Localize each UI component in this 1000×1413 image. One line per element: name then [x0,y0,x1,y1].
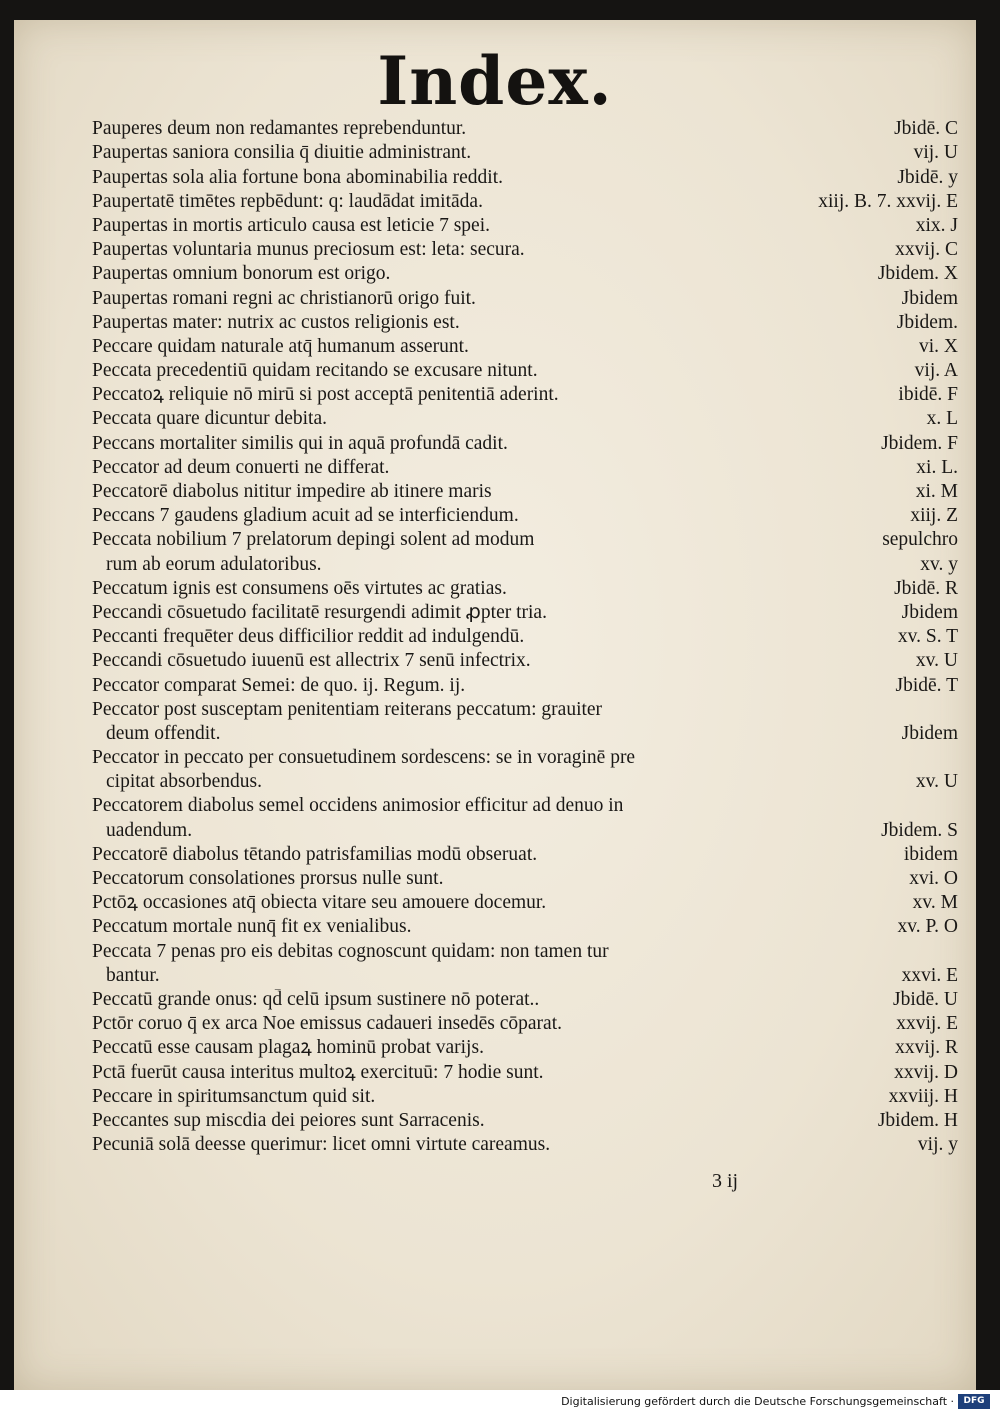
entry-reference: xxvi. E [901,964,958,986]
entry-reference: xxvij. D [894,1061,958,1083]
entry-reference: xvi. O [909,868,958,889]
entry-reference: xiij. B. 7. xxvij. E [818,190,958,212]
entry-text: Paupertas in mortis articulo causa est leticie 7 spei. [92,214,491,236]
entry-reference: xv. U [915,771,958,793]
entry-text: Peccatoꝝ reliquie nō mirū si post acceptā penitentiā aderint. [92,384,559,406]
entry-reference: Jbidem. [896,311,958,333]
entry-reference: xiij. Z [910,505,958,527]
entry-text: Peccans 7 gaudens gladium acuit ad se interficiendum. [92,505,519,527]
entry-reference: xv. S. T [897,626,958,648]
entry-text: Peccare in spiritumsanctum quid sit. [92,1085,376,1107]
entry-reference: Jbidem [901,722,958,744]
entry-text: Peccator ad deum conuerti ne differat. [92,456,390,478]
entry-reference: sepulchro [882,529,958,551]
entry-text: Peccata quare dicuntur debita. [92,408,327,430]
entry-text: rum ab eorum adulatoribus. [106,553,322,575]
entry-reference: ibidem [903,843,958,865]
index-entry [92,406,958,430]
signature-mark: 3 ij [712,1170,739,1192]
index-entry [92,987,958,1011]
index-entry [92,140,958,164]
entry-reference: xi. M [915,481,958,502]
entry-text: Peccatū esse causam plagaꝝ hominū probat varijs. [92,1037,484,1059]
entry-text: Peccantes sup miscdia dei peiores sunt Sarracenis. [92,1109,485,1131]
entry-text: Pctā fuerūt causa interitus multoꝝ exercituū: 7 hodie sunt. [92,1061,544,1083]
index-entry [92,648,958,672]
entry-text: Peccatū grande onus: qd̄ celū ipsum sustinere nō poterat.. [92,988,540,1010]
index-entry [92,1132,958,1156]
entry-reference: Jbidē. U [893,988,958,1010]
index-entry [92,527,958,551]
entry-text: Peccandi cōsuetudo iuuenū est allectrix 7 senū infectrix. [92,650,531,672]
index-entry [92,793,958,817]
index-entries [92,116,958,1156]
entry-reference: Jbidem [901,287,958,309]
entry-text: Peccator post susceptam penitentiam reiterans peccatum: grauiter [92,698,603,720]
index-entry [92,551,958,575]
index-entry [92,1084,958,1108]
index-entry [92,503,958,527]
entry-reference: Jbidē. T [895,674,958,696]
index-entry [92,938,958,962]
index-entry [92,769,958,793]
index-entry [92,213,958,237]
entry-reference: xxviij. H [888,1085,958,1107]
entry-reference: x. L [926,408,958,430]
funding-notice: Digitalisierung gefördert durch die Deutsche Forschungsgemeinschaft · [561,1395,954,1408]
entry-reference: Jbidem. F [881,432,958,454]
entry-reference: xi. L. [916,456,958,478]
index-entry [92,842,958,866]
entry-reference: xv. y [920,553,958,575]
entry-text: cipitat absorbendus. [106,771,262,793]
entry-reference: Jbidem. X [877,263,958,285]
entry-text: Peccata 7 penas pro eis debitas cognoscunt quidam: non tamen tur [92,940,609,962]
entry-reference: ibidē. F [898,384,958,406]
entry-reference: Jbidē. R [894,577,958,599]
index-entry [92,334,958,358]
entry-reference: vij. U [913,142,958,164]
index-entry [92,1011,958,1035]
index-entry [92,600,958,624]
index-entry [92,963,958,987]
index-entry [92,624,958,648]
entry-text: Peccatum ignis est consumens oēs virtutes ac gratias. [92,577,507,599]
entry-text: Peccator in peccato per consuetudinem sordescens: se in voraginē pre [92,747,636,769]
entry-reference: Jbidē. C [894,118,958,140]
entry-text: Peccata precedentiū quidam recitando se excusare nitunt. [92,360,538,382]
index-entry [92,116,958,140]
entry-text: Pctōr coruo q̄ ex arca Noe emissus cadaueri insedēs cōparat. [92,1013,562,1035]
entry-reference: xxvij. R [895,1037,958,1059]
entry-text: Peccandi cōsuetudo facilitatē resurgendi adimit ꝓpter tria. [92,601,547,623]
index-entry [92,237,958,261]
entry-reference: Jbidē. y [897,166,958,188]
entry-text: Peccatorem diabolus semel occidens animosior efficitur ad denuo in [92,795,624,817]
entry-text: bantur. [106,964,160,986]
entry-text: deum offendit. [106,722,221,744]
entry-text: Paupertas mater: nutrix ac custos religionis est. [92,311,460,333]
entry-reference: xxvij. E [896,1013,958,1035]
entry-text: Paupertas voluntaria munus preciosum est: leta: secura. [92,239,525,261]
index-entry [92,745,958,769]
index-entry [92,1035,958,1059]
index-entry [92,576,958,600]
entry-reference: xxvij. C [895,239,958,261]
index-entry [92,189,958,213]
entry-text: Pauperes deum non redamantes reprebenduntur. [92,118,467,140]
entry-text: Paupertas saniora consilia q̄ diuitie administrant. [92,142,472,164]
entry-text: Peccatorē diabolus tētando patrisfamilias modū obseruat. [92,843,538,865]
index-entry [92,164,958,188]
entry-reference: xv. P. O [897,916,958,938]
index-entry [92,914,958,938]
entry-text: Peccare quidam naturale atq̄ humanum asserunt. [92,335,469,357]
index-entry [92,479,958,503]
entry-text: uadendum. [106,819,193,841]
entry-text: Paupertas omnium bonorum est origo. [92,263,391,285]
index-entry [92,672,958,696]
index-entry [92,866,958,890]
entry-reference: vij. y [917,1134,958,1156]
entry-text: Peccanti frequēter deus difficilior reddit ad indulgendū. [92,626,525,648]
index-entry [92,285,958,309]
entry-text: Paupertas romani regni ac christianorū origo fuit. [92,287,476,309]
index-entry [92,382,958,406]
entry-reference: vi. X [919,335,958,357]
index-entry [92,721,958,745]
index-entry [92,310,958,334]
index-entry [92,261,958,285]
entry-reference: vij. A [914,360,958,382]
index-entry [92,455,958,479]
entry-text: Peccatum mortale nunq̄ fit ex venialibus. [92,916,412,938]
entry-text: Pctōꝝ occasiones atq̄ obiecta vitare seu amouere docemur. [92,892,547,914]
footer-bar [0,1390,1000,1413]
index-entry [92,358,958,382]
entry-reference: xv. U [915,650,958,672]
entry-reference: xv. M [912,892,958,914]
entry-reference: Jbidem. H [877,1109,958,1131]
index-entry [92,1108,958,1132]
index-entry [92,697,958,721]
page-title: Index. [377,42,613,120]
entry-text: Peccatorum consolationes prorsus nulle sunt. [92,868,444,889]
index-entry [92,430,958,454]
entry-text: Pecuniā solā deesse querimur: licet omni virtute careamus. [92,1134,551,1156]
book-page [14,20,976,1390]
entry-text: Peccatorē diabolus nititur impedire ab itinere maris [92,481,492,502]
index-entry [92,817,958,841]
entry-text: Paupertas sola alia fortune bona abominabilia reddit. [92,166,503,188]
index-entry [92,890,958,914]
entry-text: Peccator comparat Semei: de quo. ij. Regum. ij. [92,674,466,696]
dfg-logo-icon: DFG [958,1394,990,1409]
entry-reference: xix. J [915,214,958,236]
entry-reference: Jbidem. S [881,819,958,841]
entry-reference: Jbidem [901,601,958,623]
entry-text: Paupertatē timētes repbēdunt: q: laudādat imitāda. [92,190,483,212]
index-entry [92,1059,958,1083]
entry-text: Peccans mortaliter similis qui in aquā profundā cadit. [92,432,508,454]
entry-text: Peccata nobilium 7 prelatorum depingi solent ad modum [92,529,535,551]
